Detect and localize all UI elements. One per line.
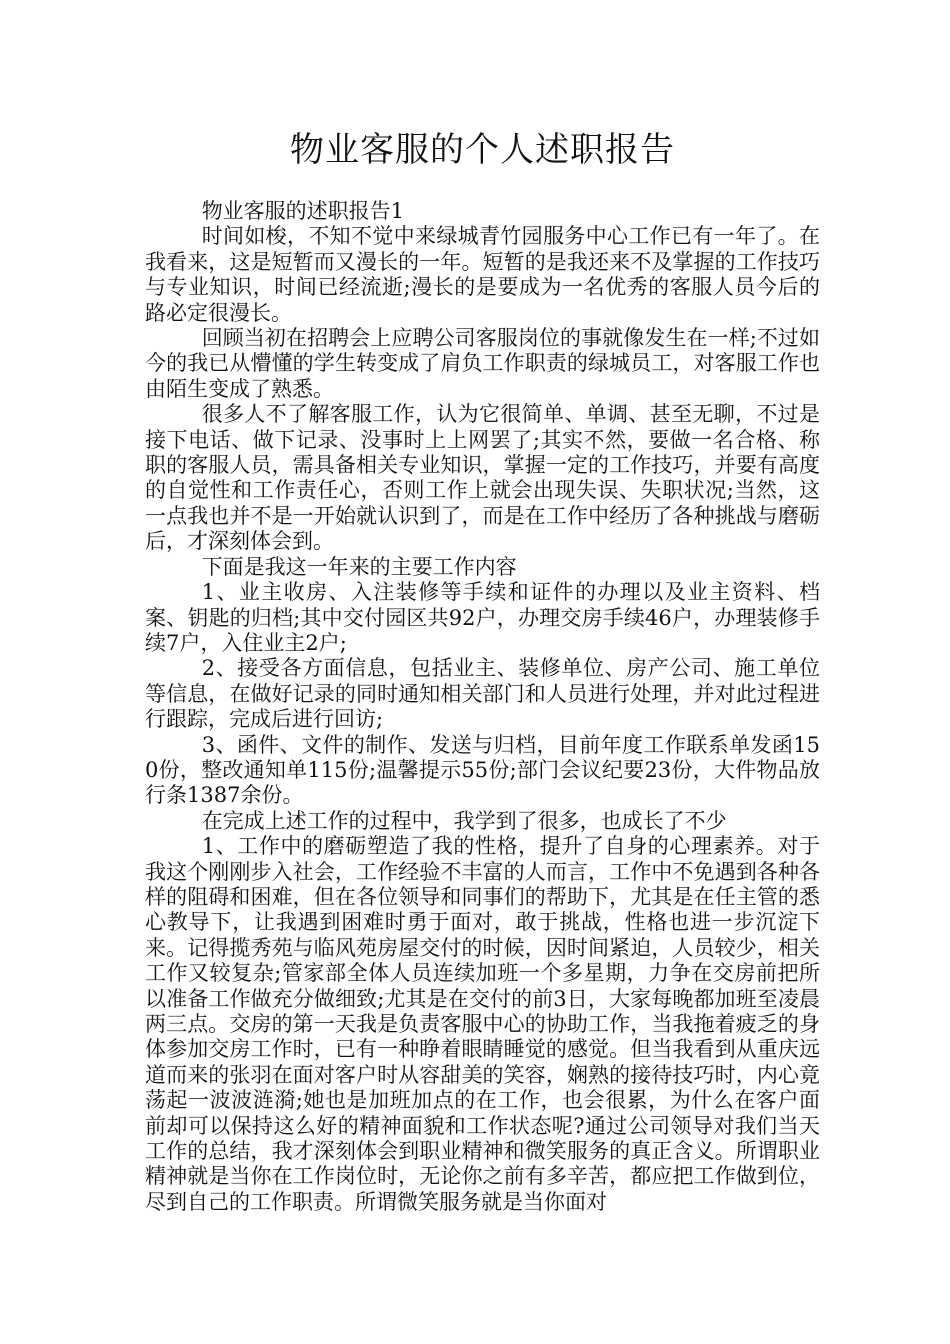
paragraph: 时间如梭，不知不觉中来绿城青竹园服务中心工作已有一年了。在我看来，这是短暂而又漫长的一年。短暂的是我还来不及掌握的工作技巧与专业知识，时间已经流逝;漫长的是要成为一名优秀的客服人员今后的路必定很漫长。 xyxy=(145,224,820,325)
paragraph: 2、接受各方面信息，包括业主、装修单位、房产公司、施工单位等信息，在做好记录的同时通知相关部门和人员进行处理，并对此过程进行跟踪，完成后进行回访; xyxy=(145,656,820,732)
page-title: 物业客服的个人述职报告 xyxy=(290,130,675,170)
paragraph: 1、业主收房、入注装修等手续和证件的办理以及业主资料、档案、钥匙的归档;其中交付园区共92户，办理交房手续46户，办理装修手续7户，入住业主2户; xyxy=(145,580,820,655)
paragraph: 3、函件、文件的制作、发送与归档，目前年度工作联系单发函150份，整改通知单115份;温馨提示55份;部门会议纪要23份，大件物品放行条1387余份。 xyxy=(145,732,820,808)
paragraph: 1、工作中的磨砺塑造了我的性格，提升了自身的心理素养。对于我这个刚刚步入社会，工作经验不丰富的人而言，工作中不免遇到各种各样的阻碍和困难，但在各位领导和同事们的帮助下，尤其是在任主管的悉心教导下，让我遇到困难时勇于面对，敢于挑战，性格也进一步沉淀下来。记得揽秀苑与临风苑房屋交付的时候，因时间紧迫，人员较少，相关工作又较复杂;管家部全体人员连续加班一个多星期，力争在交房前把所以准备工作做充分做细致;尤其是在交付的前3日，大家每晚都加班至凌晨两三点。交房的第一天我是负责客服中心的协助工作，当我拖着疲乏的身体参加交房工作时，已有一种睁着眼睛睡觉的感觉。但当我看到从重庆远道而来的张羽在面对客户时从容甜美的笑容，娴熟的接待技巧时，内心竟荡起一波波涟漪;她也是加班加点的在工作，也会很累，为什么在客户面前却可以保持这么好的精神面貌和工作状态呢?通过公司领导对我们当天工作的总结，我才深刻体会到职业精神和微笑服务的真正含义。所谓职业精神就是当你在工作岗位时，无论你之前有多辛苦，都应把工作做到位，尽到自己的工作职责。所谓微笑服务就是当你面对 xyxy=(145,834,820,1214)
paragraph: 很多人不了解客服工作，认为它很简单、单调、甚至无聊，不过是接下电话、做下记录、没事时上上网罢了;其实不然，要做一名合格、称职的客服人员，需具备相关专业知识，掌握一定的工作技巧，并要有高度的自觉性和工作责任心，否则工作上就会出现失误、失职状况;当然，这一点我也并不是一开始就认识到了，而是在工作中经历了各种挑战与磨砺后，才深刻体会到。 xyxy=(145,402,820,554)
paragraph: 下面是我这一年来的主要工作内容 xyxy=(201,554,517,579)
document-body xyxy=(145,199,820,1215)
section-heading: 物业客服的述职报告1 xyxy=(201,199,405,223)
paragraph: 回顾当初在招聘会上应聘公司客服岗位的事就像发生在一样;不过如今的我已从懵懂的学生转变成了肩负工作职责的绿城员工，对客服工作也由陌生变成了熟悉。 xyxy=(145,326,820,401)
document-page xyxy=(145,0,820,1344)
paragraph: 在完成上述工作的过程中，我学到了很多，也成长了不少 xyxy=(201,808,727,833)
